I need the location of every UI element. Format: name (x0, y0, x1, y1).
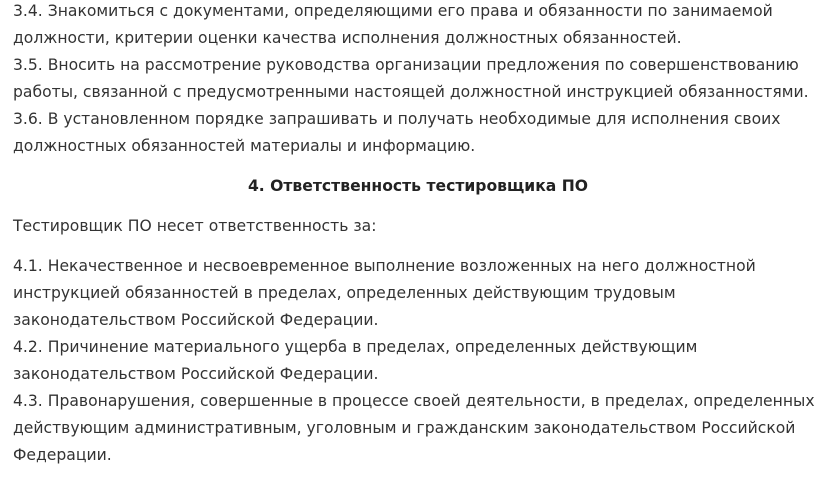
paragraph-3-5: 3.5. Вносить на рассмотрение руководства организации предложения по совершенствованию работы, связанной с предусмотренными настоящей должностной инструкцией обязанностями. (13, 56, 809, 101)
section-intro: Тестировщик ПО несет ответственность за: (13, 217, 377, 235)
paragraph-4-3: 4.3. Правонарушения, совершенные в процессе своей деятельности, в пределах, определенных действующим административным, уголовным и гражданским законодательством Российской Федерации. (13, 392, 815, 464)
paragraph-4-1: 4.1. Некачественное и несвоевременное выполнение возложенных на него должностной инструкцией обязанностей в пределах, определенных действующим трудовым законодательством Российской Федерации. (13, 257, 756, 329)
paragraph-3-6: 3.6. В установленном порядке запрашивать и получать необходимые для исполнения своих должностных обязанностей материалы и информацию. (13, 110, 781, 155)
document-body (13, 0, 823, 469)
paragraph-4-2: 4.2. Причинение материального ущерба в пределах, определенных действующим законодательством Российской Федерации. (13, 338, 698, 383)
section-heading: 4. Ответственность тестировщика ПО (247, 177, 589, 195)
paragraph-3-4: 3.4. Знакомиться с документами, определяющими его права и обязанности по занимаемой должности, критерии оценки качества исполнения должностных обязанностей. (13, 2, 773, 47)
